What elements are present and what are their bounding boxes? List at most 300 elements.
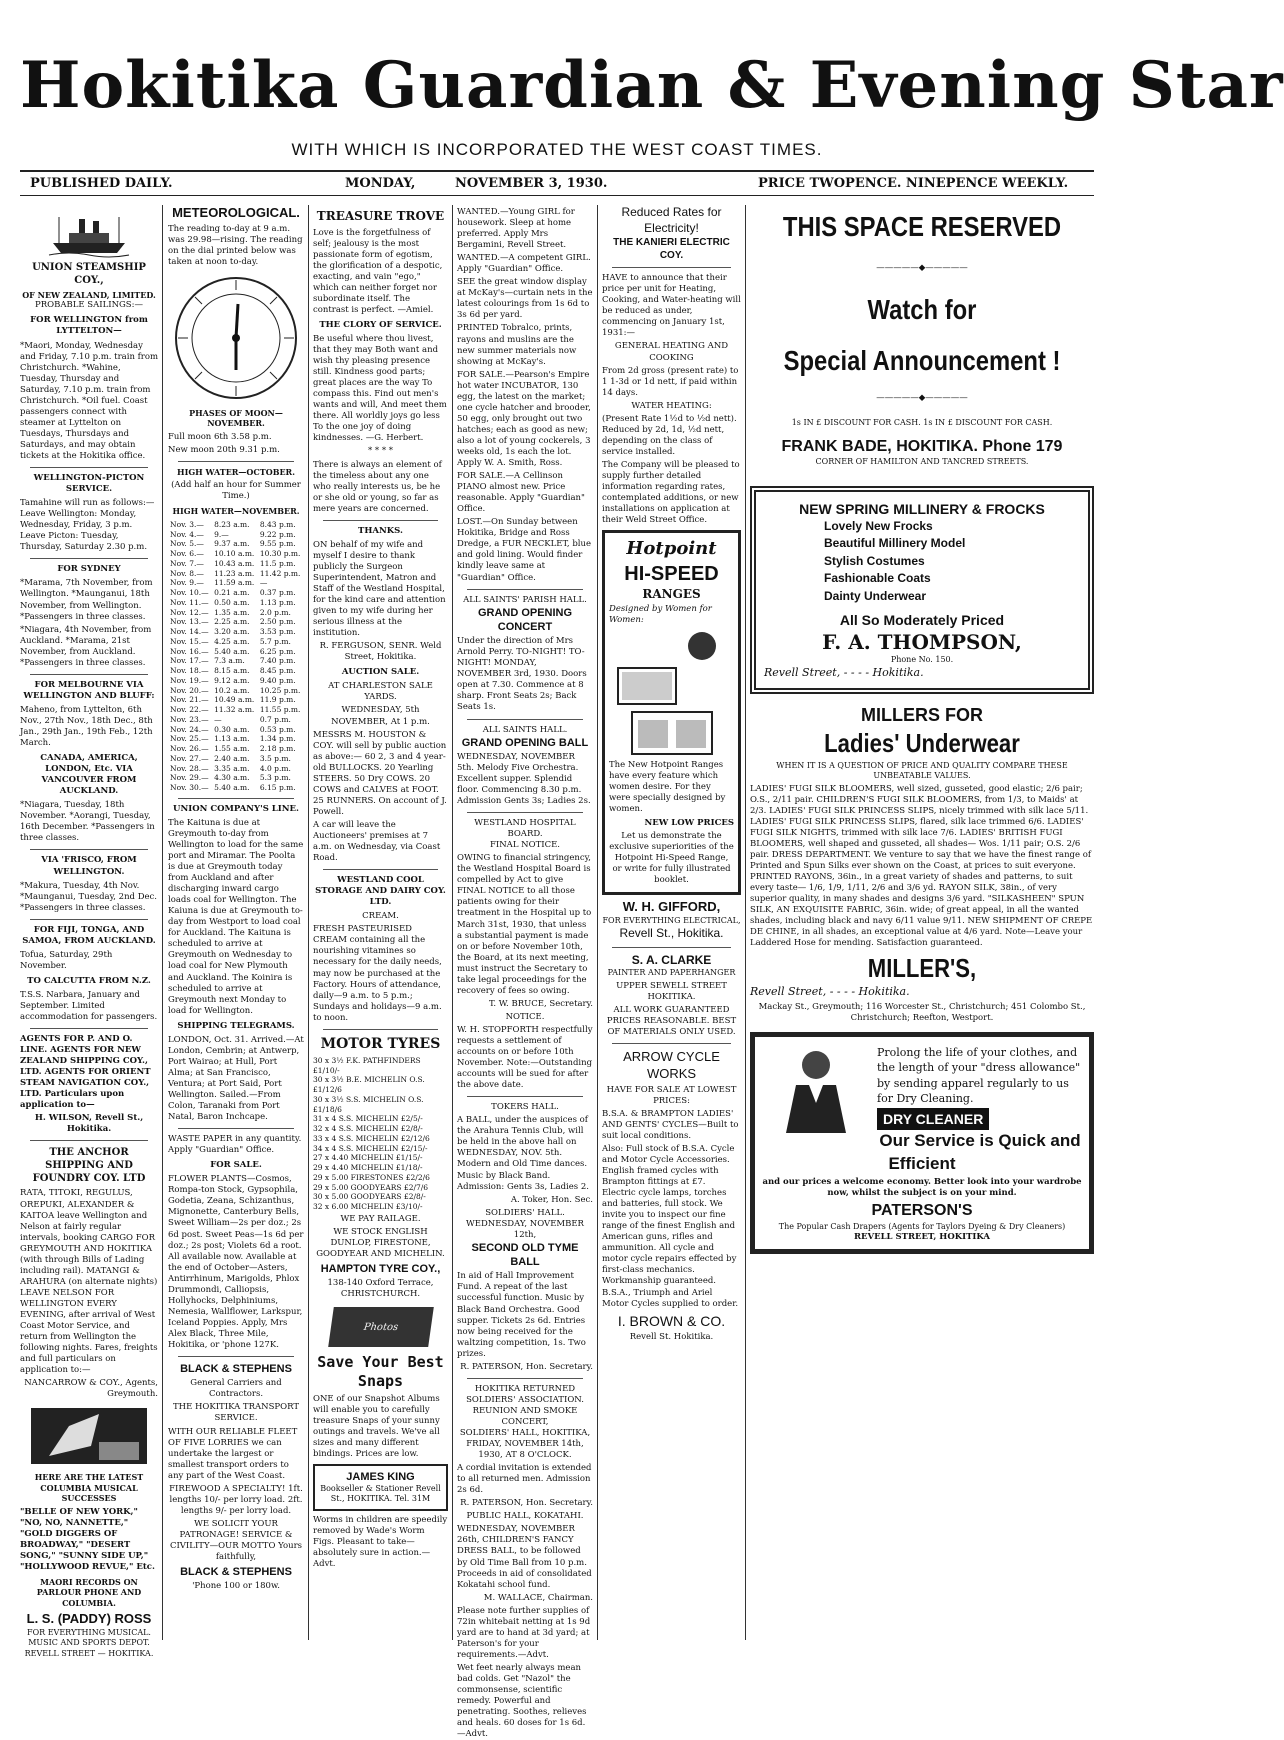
frisco-body: *Makura, Tuesday, 4th Nov. *Maunganui, Tuesday, 2nd Dec. *Passengers in three classes. bbox=[20, 880, 158, 913]
arrow-sale: HAVE FOR SALE AT LOWEST PRICES: bbox=[606, 1084, 737, 1106]
tide-cell: 8.43 p.m. bbox=[259, 519, 296, 529]
hw-note: (Add half an hour for Summer Time.) bbox=[171, 480, 301, 502]
piano: FOR SALE.—A Cellinson PIANO almost new. Price reasonable. Apply "Guardian" Office. bbox=[457, 471, 585, 515]
moderately-priced: All So Moderately Priced bbox=[839, 611, 1005, 628]
tide-cell: 1.13 a.m. bbox=[214, 734, 250, 744]
gramophone-illustration bbox=[29, 1406, 149, 1466]
tide-cell: 9.22 p.m. bbox=[259, 529, 296, 539]
soldiers-date: WEDNESDAY, NOVEMBER 12th, bbox=[466, 1218, 584, 1240]
gifford-name: W. H. GIFFORD, bbox=[622, 898, 721, 914]
dunlop: WE STOCK ENGLISH DUNLOP, FIRESTONE, GOODYEAR AND MICHELIN. bbox=[316, 1226, 445, 1260]
treasure-trove-body-2: There is always an element of the timeless about any one who really interests us, be he or she old or young, so far as mere years are concerned. bbox=[313, 459, 442, 514]
wilson: H. WILSON, Revell St., Hokitika. bbox=[34, 1113, 144, 1135]
tide-cell: Nov. 5.— bbox=[170, 539, 204, 549]
tide-cell: 9.37 a.m. bbox=[214, 539, 250, 549]
tide-cell: 7.40 p.m. bbox=[259, 656, 296, 666]
millers: MILLER'S, bbox=[867, 952, 977, 983]
columbia-head: HERE ARE THE LATEST COLUMBIA MUSICAL SUCCESSES bbox=[34, 1472, 144, 1504]
thanks-body: ON behalf of my wife and myself I desire to thank publicly the Surgeon Superintendent, Matron and Staff of the Westland Hospital, for the kind care and attention given to my wife during her serious illness at the institution. bbox=[313, 539, 446, 639]
column-divider bbox=[162, 205, 163, 1640]
tide-row bbox=[168, 656, 304, 666]
anchor-title: THE ANCHOR SHIPPING AND FOUNDRY COY. LTD bbox=[32, 1147, 146, 1185]
divider bbox=[30, 1028, 148, 1029]
tide-cell: 0.53 p.m. bbox=[259, 724, 296, 734]
tide-cell: Nov. 17.— bbox=[170, 656, 209, 666]
divider bbox=[178, 798, 294, 799]
tide-cell: 4.0 p.m. bbox=[259, 763, 291, 773]
tide-cell: 4.25 a.m. bbox=[214, 636, 250, 646]
dry-cleaner-ad bbox=[750, 1032, 1094, 1254]
thompson-address: Revell Street, - - - - Hokitika. bbox=[764, 665, 924, 679]
steamship-icon bbox=[49, 209, 129, 257]
ross-name: L. S. (PADDY) ROSS bbox=[26, 1611, 152, 1626]
tide-row bbox=[168, 588, 304, 598]
treasure-trove-head: TREASURE TROVE bbox=[316, 209, 445, 223]
column-classifieds bbox=[457, 205, 593, 1740]
clarke-name: S. A. CLARKE bbox=[631, 952, 712, 967]
divider bbox=[30, 674, 148, 675]
black-stephens-signature: BLACK & STEPHENS bbox=[180, 1566, 292, 1579]
tide-cell: 11.5 p.m. bbox=[259, 558, 296, 568]
tide-cell: 6.25 p.m. bbox=[259, 646, 296, 656]
tyre-item: 31 x 4 S.S. MICHELIN £2/5/- bbox=[313, 1114, 423, 1124]
photo-album-illustration: Photos bbox=[328, 1307, 434, 1347]
prolong: Prolong the life of your clothes, and the length of your "dress allowance" by sending apparel regularly to us for Dry Cleaning. bbox=[877, 1045, 1081, 1105]
millers-address: Revell Street, - - - - Hokitika. bbox=[750, 985, 910, 999]
divider bbox=[467, 589, 583, 590]
brown-address: Revell St. Hokitika. bbox=[629, 1331, 714, 1342]
tide-row bbox=[168, 578, 304, 588]
frank-bade: FRANK BADE, HOKITIKA. Phone 179 bbox=[781, 437, 1063, 455]
tide-row bbox=[168, 520, 304, 530]
kokatahi-head: PUBLIC HALL, KOKATAHI. bbox=[466, 1511, 584, 1522]
issue-date: NOVEMBER 3, 1930. bbox=[455, 176, 608, 191]
tide-row bbox=[168, 549, 304, 559]
calcutta-head: TO CALCUTTA FROM N.Z. bbox=[27, 975, 151, 986]
column-shipping bbox=[20, 205, 159, 1658]
tide-cell: Nov. 23.— bbox=[170, 714, 209, 724]
patersons: PATERSON'S bbox=[871, 1201, 973, 1219]
millinery-item: Stylish Costumes bbox=[824, 553, 925, 568]
thanks-head: THANKS. bbox=[358, 525, 403, 536]
saints-hall: ALL SAINTS HALL. bbox=[482, 724, 568, 735]
barometer-dial-illustration bbox=[172, 274, 300, 402]
sydney-head: FOR SYDNEY bbox=[57, 564, 121, 575]
tide-cell: Nov. 15.— bbox=[170, 636, 209, 646]
stars-divider: * * * * bbox=[367, 446, 394, 457]
millers-for: MILLERS FOR bbox=[861, 704, 983, 725]
tide-row bbox=[168, 647, 304, 657]
tyre-item: 33 x 4 S.S. MICHELIN £2/12/6 bbox=[313, 1133, 430, 1143]
gifford-sub: FOR EVERYTHING ELECTRICAL, bbox=[602, 915, 741, 925]
james-king-sub: Bookseller & Stationer Revell St., HOKITIKA. Tel. 31M bbox=[320, 1484, 441, 1504]
nazol: Wet feet nearly always mean bad colds. Get "Nazol" the commonsense, scientific remedy. Powerful and penetrating. Soothes, relieves and heals. 60 doses for 1s 6d.—Advt. bbox=[457, 1662, 587, 1740]
concert-head: GRAND OPENING CONCERT bbox=[477, 606, 573, 633]
hospital-final: FINAL NOTICE. bbox=[489, 840, 561, 851]
masthead bbox=[0, 0, 1284, 190]
hampton-tyre: HAMPTON TYRE COY., bbox=[320, 1263, 441, 1276]
rates-body: HAVE to announce that their price per unit for Heating, Cooking, and Water-heating will be reduced as under, commencing on January 1st, 1931:— bbox=[602, 273, 741, 339]
tide-cell: Nov. 25.— bbox=[170, 734, 209, 744]
tide-cell: 10.43 a.m. bbox=[214, 558, 255, 568]
tide-row bbox=[168, 637, 304, 647]
divider bbox=[30, 849, 148, 850]
ucl-body: The Kaituna is due at Greymouth to-day from Wellington to load for the same port and Miramar. The Poolta is due at Greymouth today from Auckland and after discharging inward cargo loads coal for Wellington. The Kaiuna is due at Greymouth to-day from Westport to load coal for Auckland. The Kaituna is scheduled to arrive at Greymouth on Wednesday to load coal for New Plymouth and Auckland. The Koinira is scheduled to arrive at Greymouth next Monday to load for Wellington. bbox=[168, 817, 304, 1016]
divider bbox=[30, 1140, 148, 1141]
auction-body: MESSRS M. HOUSTON & COY. will sell by public auction as above:— 60 2, 3 and 4 year-old BULLOCKS. 20 Yearling STEERS. 50 Dry COWS. 20 COWS and CALVES at FOOT. 25 RUNNERS. On account of J. Powell. bbox=[313, 729, 447, 817]
tide-cell: 0.37 p.m. bbox=[259, 588, 296, 598]
millinery-head: NEW SPRING MILLINERY & FROCKS bbox=[799, 500, 1045, 517]
tyme-ball-head: SECOND OLD TYME BALL bbox=[471, 1241, 579, 1269]
tide-cell: 2.0 p.m. bbox=[259, 607, 291, 617]
notice-body: W. H. STOPFORTH respectfully requests a settlement of accounts on or before 10th November. Note:—Outstanding accounts will be sued for after the above date. bbox=[457, 1024, 593, 1091]
electric-range-illustration bbox=[612, 628, 732, 758]
melbourne-body: Maheno, from Lyttelton, 6th Nov., 27th Nov., 18th Dec., 8th Jan., 29th Jan., 19th Feb., 12th March. bbox=[20, 704, 153, 749]
tide-cell: 5.7 p.m. bbox=[259, 636, 291, 646]
canada-head: CANADA, AMERICA, LONDON, Etc. VIA VANCOUVER FROM AUCKLAND. bbox=[40, 753, 138, 797]
price: PRICE TWOPENCE. NINEPENCE WEEKLY. bbox=[758, 176, 1069, 191]
hotpoint-ad bbox=[602, 530, 741, 895]
tide-cell: 8.15 a.m. bbox=[214, 666, 250, 676]
tide-row bbox=[168, 559, 304, 569]
special-announcement: Special Announcement ! bbox=[783, 344, 1061, 376]
issue-day: MONDAY, bbox=[345, 176, 416, 191]
frisco-head: VIA 'FRISCO, FROM WELLINGTON. bbox=[41, 855, 137, 877]
tide-cell: Nov. 21.— bbox=[170, 695, 209, 705]
tide-cell: Nov. 18.— bbox=[170, 666, 209, 676]
gifford-address: Revell St., Hokitika. bbox=[619, 926, 724, 941]
rsa-body: A cordial invitation is extended to all returned men. Admission 2s 6d. bbox=[457, 1463, 592, 1496]
column-divider bbox=[308, 205, 309, 1640]
designed-by: Designed by Women for Women: bbox=[609, 604, 712, 626]
column-meteorological bbox=[168, 205, 304, 1640]
divider bbox=[612, 947, 731, 948]
bade-address: CORNER OF HAMILTON AND TANCRED STREETS. bbox=[815, 457, 1029, 467]
cash-discount: 1s IN £ DISCOUNT FOR CASH. 1s IN £ DISCOUNT FOR CASH. bbox=[791, 418, 1053, 428]
melbourne-head: FOR MELBOURNE VIA WELLINGTON AND BLUFF: bbox=[23, 679, 155, 701]
ornament-divider: —————◆————— bbox=[876, 393, 968, 404]
tide-row bbox=[168, 764, 304, 774]
ladies-underwear: Ladies' Underwear bbox=[824, 728, 1020, 759]
tide-row bbox=[168, 734, 304, 744]
tide-cell: 11.55 p.m. bbox=[259, 705, 301, 715]
rsa-head: HOKITIKA RETURNED SOLDIERS' ASSOCIATION. bbox=[466, 1383, 584, 1405]
water-head: WATER HEATING: bbox=[631, 400, 712, 411]
tide-cell: 10.10 a.m. bbox=[214, 549, 255, 559]
ball-head: GRAND OPENING BALL bbox=[461, 736, 589, 749]
ornament-divider: —————◆————— bbox=[876, 263, 968, 274]
bsa: B.S.A. & BRAMPTON LADIES' AND GENTS' CYCLES—Built to suit local conditions. bbox=[602, 1108, 739, 1141]
tokers-signature: A. Toker, Hon. Sec. bbox=[510, 1194, 593, 1205]
thanks-signature: R. FERGUSON, SENR. Weld Street, Hokitika. bbox=[319, 641, 442, 663]
tide-cell: Nov. 7.— bbox=[170, 558, 204, 568]
tyme-ball-body: In aid of Hall Improvement Fund. A repeat of the last successful function. Music by Black Band Orchestra. Good supper. Tickets 2s 6d. Entries now being received for the waltzing competition, 1s. Two prizes. bbox=[457, 1271, 586, 1359]
tide-row bbox=[168, 608, 304, 618]
low-prices-badge: NEW LOW PRICES bbox=[644, 817, 734, 828]
divider bbox=[323, 1029, 438, 1030]
water-body: (Present Rate 1½d to ½d nett). Reduced by 2d, 1d, ½d nett, depending on the class of service installed. bbox=[602, 413, 737, 457]
column-divider bbox=[745, 205, 746, 1640]
sailings-head: PROBABLE SAILINGS:— bbox=[34, 300, 143, 311]
wellington-body: *Maori, Monday, Wednesday and Friday, 7.10 p.m. train from Christchurch. *Wahine, Tuesday, Thursday and Saturday, 7.10 p.m. train from Christchurch. *Oil fuel. Coast passengers connect with steamer at Lyttelton on Tuesdays, Thursdays and Saturdays, and may obtain tickets at the Hokitika office. bbox=[20, 340, 159, 461]
tide-cell: 11.42 p.m. bbox=[259, 568, 301, 578]
millinery-item: Fashionable Coats bbox=[824, 571, 931, 586]
tide-cell: — bbox=[259, 578, 268, 588]
tide-cell: 9.— bbox=[214, 529, 229, 539]
tide-row bbox=[168, 725, 304, 735]
tide-cell: 11.32 a.m. bbox=[214, 705, 255, 715]
millinery-item: Lovely New Frocks bbox=[824, 519, 933, 534]
tide-cell: Nov. 16.— bbox=[170, 646, 209, 656]
rates-end: The Company will be pleased to supply further detailed information regarding rates, contemplated additions, or new installations on application at their Weld Street Office. bbox=[602, 459, 740, 526]
columbia-body: "BELLE OF NEW YORK," "NO, NO, NANNETTE," "GOLD DIGGERS OF BROADWAY," "DESERT SONG," "SUNNY SIDE UP," "HOLLYWOOD REVUE," Etc. bbox=[20, 1506, 155, 1572]
tyre-item: 29 x 5.00 GOODYEARS £2/7/6 bbox=[313, 1182, 429, 1192]
tide-cell: 10.25 p.m. bbox=[259, 685, 301, 695]
millinery-ad bbox=[750, 486, 1094, 694]
divider bbox=[178, 461, 294, 462]
space-reserved: THIS SPACE RESERVED bbox=[782, 211, 1062, 242]
tide-cell: 1.55 a.m. bbox=[214, 744, 250, 754]
tide-table bbox=[168, 520, 304, 793]
met-body: The reading to-day at 9 a.m. was 29.98—rising. The reading on the dial printed below was taken at noon to-day. bbox=[168, 223, 303, 268]
telegrams-head: SHIPPING TELEGRAMS. bbox=[177, 1020, 295, 1031]
tide-cell: 1.34 p.m. bbox=[259, 734, 296, 744]
tide-row bbox=[168, 773, 304, 783]
hospital-body: OWING to financial stringency, the Westland Hospital Board is compelled by Act to give FINAL NOTICE to all those patients owing for their treatment in the Hospital up to March 31st, 1930, that unless a substantial payment is made on or before November 10th, the Board, at its next meeting, must instruct the Secretary to take legal proceedings for the recovery of fees so owing. bbox=[457, 853, 592, 996]
tide-cell: 1.13 p.m. bbox=[259, 597, 296, 607]
tide-cell: 0.21 a.m. bbox=[214, 588, 250, 598]
tide-cell: 3.53 p.m. bbox=[259, 627, 296, 637]
tide-row bbox=[168, 617, 304, 627]
tide-row bbox=[168, 598, 304, 608]
auction-head: AUCTION SALE. bbox=[341, 667, 420, 678]
firewood: FIREWOOD A SPECIALTY! 1ft. lengths 10/- per lorry load. 2ft. lengths 9/- per lorry load. bbox=[169, 1483, 303, 1516]
tokers-body: A BALL, under the auspices of the Arahura Tennis Club, will be held in the above hall on WEDNESDAY, NOV. 5th. Modern and Old Time dances. Music by Black Band. Admission: Gents 3s, Ladies 2. bbox=[457, 1115, 589, 1192]
rsa-signature: R. PATERSON, Hon. Secretary. bbox=[460, 1498, 593, 1509]
notice-head: NOTICE. bbox=[505, 1011, 545, 1022]
tyre-item: 27 x 4.40 MICHELIN £1/15/- bbox=[313, 1153, 423, 1163]
dry-cleaner-label: DRY CLEANER bbox=[877, 1108, 989, 1130]
tide-row bbox=[168, 530, 304, 540]
tide-cell: 11.23 a.m. bbox=[214, 568, 255, 578]
tide-cell: Nov. 11.— bbox=[170, 597, 209, 607]
black-stephens-title: BLACK & STEPHENS bbox=[180, 1363, 292, 1376]
clory-head: THE CLORY OF SERVICE. bbox=[319, 319, 442, 330]
ross-sub: FOR EVERYTHING MUSICAL. bbox=[27, 1627, 151, 1637]
fiji-body: Tofua, Saturday, 29th November. bbox=[20, 949, 113, 971]
hw-october: HIGH WATER—OCTOBER. bbox=[177, 466, 295, 477]
usc-title: UNION STEAMSHIP COY., bbox=[32, 262, 146, 286]
patersons-sub: The Popular Cash Drapers (Agents for Taylors Dyeing & Dry Cleaners) bbox=[778, 1221, 1066, 1231]
auction-date: WEDNESDAY, 5th NOVEMBER, At 1 p.m. bbox=[331, 705, 430, 727]
tide-cell: 8.45 p.m. bbox=[259, 666, 296, 676]
motto: WE SOLICIT YOUR PATRONAGE! SERVICE & CIVILITY—OUR MOTTO Yours faithfully, bbox=[169, 1518, 303, 1563]
tyre-item: 29 x 4.40 MICHELIN £1/18/- bbox=[313, 1163, 423, 1173]
tide-cell: Nov. 12.— bbox=[170, 607, 209, 617]
tide-cell: 2.40 a.m. bbox=[214, 753, 250, 763]
tide-cell: Nov. 24.— bbox=[170, 724, 209, 734]
published-daily: PUBLISHED DAILY. bbox=[30, 176, 173, 191]
tide-cell: 2.25 a.m. bbox=[214, 617, 250, 627]
tyre-item: 30 x 3½ S.S. MICHELIN O.S. £1/18/6 bbox=[313, 1094, 424, 1114]
tide-cell: Nov. 8.— bbox=[170, 568, 204, 578]
lorries-body: WITH OUR RELIABLE FLEET OF FIVE LORRIES we can undertake the largest or smallest transport orders to any part of the West Coast. bbox=[168, 1426, 298, 1481]
for-sale-body: FLOWER PLANTS—Cosmos, Rompa-ton Stock, Gypsophila, Godetia, Zeana, Schizanthus, Mignonette, Canterbury Bells, Sweet William—2s per doz.; 2s 6d post. Sweet Peas—1s 6d per doz.; 2s post; Violets 6d a root. All available now. Available at the end of October—Asters, Antirrhinum, Marigolds, Phlox Drummondi, Calliopsis, Hollyhocks, Delphiniums, Nemesia, Wallflower, Larkspur, Iceland Poppies. Apply, Mrs Alex Black, Three Mile, Hokitika, or 'phone 127K. bbox=[168, 1174, 304, 1350]
treasure-trove-body: Love is the forgetfulness of self; jealousy is the most passionate form of egotism, the glorification of a despotic, exacting, and vain "ego," which can neither forget nor subordinate itself. The contrast is perfect. —Amiel. bbox=[313, 227, 443, 315]
rates-head: Reduced Rates for Electricity! bbox=[621, 205, 722, 235]
divider bbox=[612, 1043, 731, 1044]
price-quality: WHEN IT IS A QUESTION OF PRICE AND QUALITY COMPARE THESE UNBEATABLE VALUES. bbox=[776, 761, 1068, 781]
telegrams-body: LONDON, Oct. 31. Arrived.—At London, Cembrin; at Antwerp, Port Wairao; at Hull, Port Alma; at San Francisco, Ventura; at Port Said, Port Wellington. Sailed.—From Colon, Taranaki from Port Natal, Baron Inchcape. bbox=[168, 1034, 304, 1123]
clarke-address: UPPER SEWELL STREET HOKITIKA. bbox=[616, 980, 727, 1002]
tide-cell: Nov. 27.— bbox=[170, 753, 209, 763]
agents: AGENTS FOR P. AND O. LINE. AGENTS FOR NEW ZEALAND SHIPPING COY., LTD. AGENTS FOR ORIENT STEAM NAVIGATION COY., LTD. Particulars upon application to— bbox=[20, 1034, 151, 1111]
newspaper-subtitle: WITH WHICH IS INCORPORATED THE WEST COAST TIMES. bbox=[291, 140, 823, 159]
heating-head: GENERAL HEATING AND COOKING bbox=[614, 341, 729, 363]
tide-cell: Nov. 6.— bbox=[170, 549, 204, 559]
tide-cell: Nov. 4.— bbox=[170, 529, 204, 539]
tide-cell: 5.40 a.m. bbox=[214, 783, 250, 793]
tide-cell: Nov. 26.— bbox=[170, 744, 209, 754]
patersons-address: REVELL STREET, HOKITIKA bbox=[853, 1231, 991, 1242]
tide-row bbox=[168, 695, 304, 705]
tide-row bbox=[168, 686, 304, 696]
divider bbox=[467, 719, 583, 720]
tide-cell: 0.30 a.m. bbox=[214, 724, 250, 734]
rsa-title: REUNION AND SMOKE CONCERT, bbox=[472, 1405, 578, 1427]
whitebait: Please note further supplies of 72in whitebait netting at 1s 9d yard are to hand at 3d yard; at Paterson's for your requirements.—Advt. bbox=[457, 1605, 591, 1660]
railage: WE PAY RAILAGE. bbox=[340, 1213, 421, 1224]
clory-body: Be useful where thou livest, that they may Both want and wish thy pleasing presence still. Kindness good parts; great places are the way To compass this. Find out men's wants and will, And meet them there. All worldly joys go less To the one joy of doing kindnesses. —G. Herbert. bbox=[313, 334, 447, 444]
wellington-head: FOR WELLINGTON from LYTTELTON— bbox=[30, 315, 148, 337]
clarke-body: ALL WORK GUARANTEED PRICES REASONABLE. BEST OF MATERIALS ONLY USED. bbox=[606, 1004, 737, 1037]
divider bbox=[467, 1096, 583, 1097]
cream-head: CREAM. bbox=[362, 911, 399, 922]
tide-cell: 0.7 p.m. bbox=[259, 714, 291, 724]
tyre-item: 29 x 5.00 FIRESTONES £2/2/6 bbox=[313, 1172, 430, 1182]
moon-head: PHASES OF MOON—NOVEMBER. bbox=[189, 408, 283, 429]
heating-body: From 2d gross (present rate) to 1 1-3d or 1d nett, if paid within 14 days. bbox=[602, 365, 739, 398]
service-quick: Our Service is Quick and Efficient bbox=[879, 1131, 1081, 1173]
james-king: JAMES KING bbox=[346, 1470, 415, 1483]
tide-row bbox=[168, 539, 304, 549]
millers-branches: Mackay St., Greymouth; 116 Worcester St., Christchurch; 451 Colombo St., Christchurch; Reefton, Westport. bbox=[758, 1001, 1086, 1023]
clarke-sub: PAINTER AND PAPERHANGER bbox=[607, 968, 736, 978]
divider bbox=[467, 1378, 583, 1379]
tide-cell: 10.2 a.m. bbox=[214, 685, 250, 695]
tide-cell: — bbox=[214, 714, 222, 724]
calcutta-body: T.S.S. Narbara, January and September. Limited accommodation for passengers. bbox=[20, 989, 158, 1023]
tide-cell: 9.55 p.m. bbox=[259, 539, 296, 549]
tide-cell: 5.40 a.m. bbox=[214, 646, 250, 656]
divider bbox=[178, 1356, 294, 1357]
dateline-rule bbox=[20, 195, 1094, 196]
tide-cell: 3.5 p.m. bbox=[259, 753, 291, 763]
divider bbox=[30, 919, 148, 920]
watch-for: Watch for bbox=[867, 294, 977, 326]
lost: LOST.—On Sunday between Hokitika, Bridge and Ross Dredge, a FUR NECKLET, blue and gold lining. Would finder kindly leave same at "Guardian" Office. bbox=[457, 517, 591, 583]
tide-cell: Nov. 13.— bbox=[170, 617, 209, 627]
tide-cell: 10.30 p.m. bbox=[259, 549, 301, 559]
tide-row bbox=[168, 627, 304, 637]
masthead-rule bbox=[20, 170, 1094, 172]
column-divider bbox=[452, 205, 453, 1640]
tyre-item: 30 x 3½ F.K. PATHFINDERS £1/10/- bbox=[313, 1055, 421, 1075]
millinery-items bbox=[764, 518, 1080, 605]
tide-cell: 0.50 a.m. bbox=[214, 597, 250, 607]
divider bbox=[30, 558, 148, 559]
auction-yards: AT CHARLESTON SALE YARDS. bbox=[328, 681, 433, 703]
tide-cell: Nov. 28.— bbox=[170, 763, 209, 773]
tide-cell: Nov. 3.— bbox=[170, 519, 204, 529]
thompson-phone: Phone No. 150. bbox=[890, 655, 954, 665]
tide-row bbox=[168, 783, 304, 793]
ball-body: WEDNESDAY, NOVEMBER 5th. Melody Five Orchestra. Excellent supper. Splendid floor. Commencing 8.30 p.m. Admission Gents 3s; Ladies 2s. bbox=[457, 751, 591, 807]
black-stephens-sub: General Carriers and Contractors. bbox=[190, 1378, 282, 1400]
tide-cell: 7.3 a.m. bbox=[214, 656, 245, 666]
tide-row bbox=[168, 754, 304, 764]
anchor-body: RATA, TITOKI, REGULUS, OREPUKI, ALEXANDER & KAITOA leave Wellington and Nelson at fairly regular intervals, booking CARGO FOR GREYMOUTH AND HOKITIKA (with through Bills of Lading including rail). MATANGI & ARAHURA (on alternate nights) LEAVE NELSON FOR WELLINGTON EVERY EVENING, after arrival of West Coast Motor Service, and return from Wellington the following nights. Fares, freights and full particulars on application to:— bbox=[20, 1188, 158, 1376]
column-electric bbox=[602, 205, 741, 1640]
tide-row bbox=[168, 676, 304, 686]
tide-row bbox=[168, 715, 304, 725]
canada-body: *Niagara, Tuesday, 18th November. *Aorangi, Tuesday, 16th December. *Passengers in three classes. bbox=[20, 800, 155, 844]
ucl-head: UNION COMPANY'S LINE. bbox=[173, 803, 299, 814]
met-title: METEOROLOGICAL. bbox=[172, 205, 300, 220]
fiji-head: FOR FIJI, TONGA, AND SAMOA, FROM AUCKLAND. bbox=[22, 924, 156, 946]
newspaper-title: Hokitika Guardian & Evening Star bbox=[20, 48, 1284, 123]
arrow-body: Also: Full stock of B.S.A. Cycle and Motor Cycle Accessories. English framed cycles with Brampton fittings at £7. Electric cycle lamps, torches and batteries, full stock. We invite you to inspect our fine range of the finest English and American guns, rifles and ammunition. All cycle and motor cycle repairs effected by first-class mechanics. Workmanship guaranteed. B.S.A., Triumph and Ariel Motor Cycles supplied to order. bbox=[602, 1143, 739, 1309]
waste-paper: WASTE PAPER in any quantity. Apply "Guardian" Office. bbox=[168, 1134, 302, 1156]
tide-row bbox=[168, 666, 304, 676]
divider bbox=[467, 812, 583, 813]
gentleman-illustration bbox=[761, 1043, 871, 1133]
tide-cell: 6.15 p.m. bbox=[259, 783, 296, 793]
tide-cell: Nov. 14.— bbox=[170, 627, 209, 637]
millinery-item: Beautiful Millinery Model bbox=[824, 536, 966, 551]
kokatahi-body: WEDNESDAY, NOVEMBER 26th, CHILDREN'S FANCY DRESS BALL, to be followed by Old Time Ball from 10 p.m. Proceeds in aid of consolidated Kokatahi school fund. bbox=[457, 1524, 592, 1590]
demonstrate: Let us demonstrate the exclusive superiorities of the Hotpoint Hi-Speed Range, or write for fully illustrated booklet. bbox=[609, 830, 734, 885]
divider bbox=[323, 520, 438, 521]
tide-cell: Nov. 10.— bbox=[170, 588, 209, 598]
tide-cell: 1.35 a.m. bbox=[214, 607, 250, 617]
tide-row bbox=[168, 569, 304, 579]
mckay-printed: PRINTED Tobralco, prints, rayons and muslins are the new summer materials now showing at McKay's. bbox=[457, 323, 577, 367]
kanieri-electric: THE KANIERI ELECTRIC COY. bbox=[613, 237, 730, 262]
tyme-ball-signature: R. PATERSON, Hon. Secretary. bbox=[460, 1361, 593, 1372]
snaps-head: Save Your Best Snaps bbox=[317, 1352, 444, 1390]
nancarrow: NANCARROW & COY., Agents, Greymouth. bbox=[24, 1378, 158, 1400]
concert-body: Under the direction of Mrs Arnold Perry. TO-NIGHT! TO-NIGHT! MONDAY, NOVEMBER 3rd, 1930. Doors open at 7.30. Commence at 8 sharp. Front Seats 2s; Back Seats 1s. bbox=[457, 636, 587, 713]
worms: Worms in children are speedily removed by Wade's Worm Figs. Pleasant to take—absolutely sure in action.—Advt. bbox=[313, 1514, 448, 1570]
usc-subtitle: OF NEW ZEALAND, LIMITED. bbox=[22, 290, 156, 300]
kokatahi-signature: M. WALLACE, Chairman. bbox=[483, 1592, 593, 1603]
tide-cell: 11.9 p.m. bbox=[259, 695, 296, 705]
auction-car: A car will leave the Auctioneers' premises at 7 a.m. on Wednesday, via Coast Road. bbox=[313, 819, 441, 864]
tide-cell: 3.35 a.m. bbox=[214, 763, 250, 773]
hispeed: HI-SPEED bbox=[624, 562, 719, 585]
tide-cell: 2.18 p.m. bbox=[259, 744, 296, 754]
tide-cell: Nov. 30.— bbox=[170, 783, 209, 793]
transport-service: THE HOKITIKA TRANSPORT SERVICE. bbox=[172, 1402, 300, 1424]
sydney-body-2: *Niagara, 4th November, from Auckland. *Marama, 21st November, from Auckland. *Passengers in three classes. bbox=[20, 624, 152, 668]
tide-row bbox=[168, 705, 304, 715]
motor-tyres-head: MOTOR TYRES bbox=[320, 1035, 441, 1052]
tide-cell: Nov. 29.— bbox=[170, 773, 209, 783]
tide-cell: 9.12 a.m. bbox=[214, 675, 250, 685]
hw-november: HIGH WATER—NOVEMBER. bbox=[172, 506, 300, 517]
moon-row: Full moon 6th 3.58 p.m. bbox=[168, 431, 272, 442]
